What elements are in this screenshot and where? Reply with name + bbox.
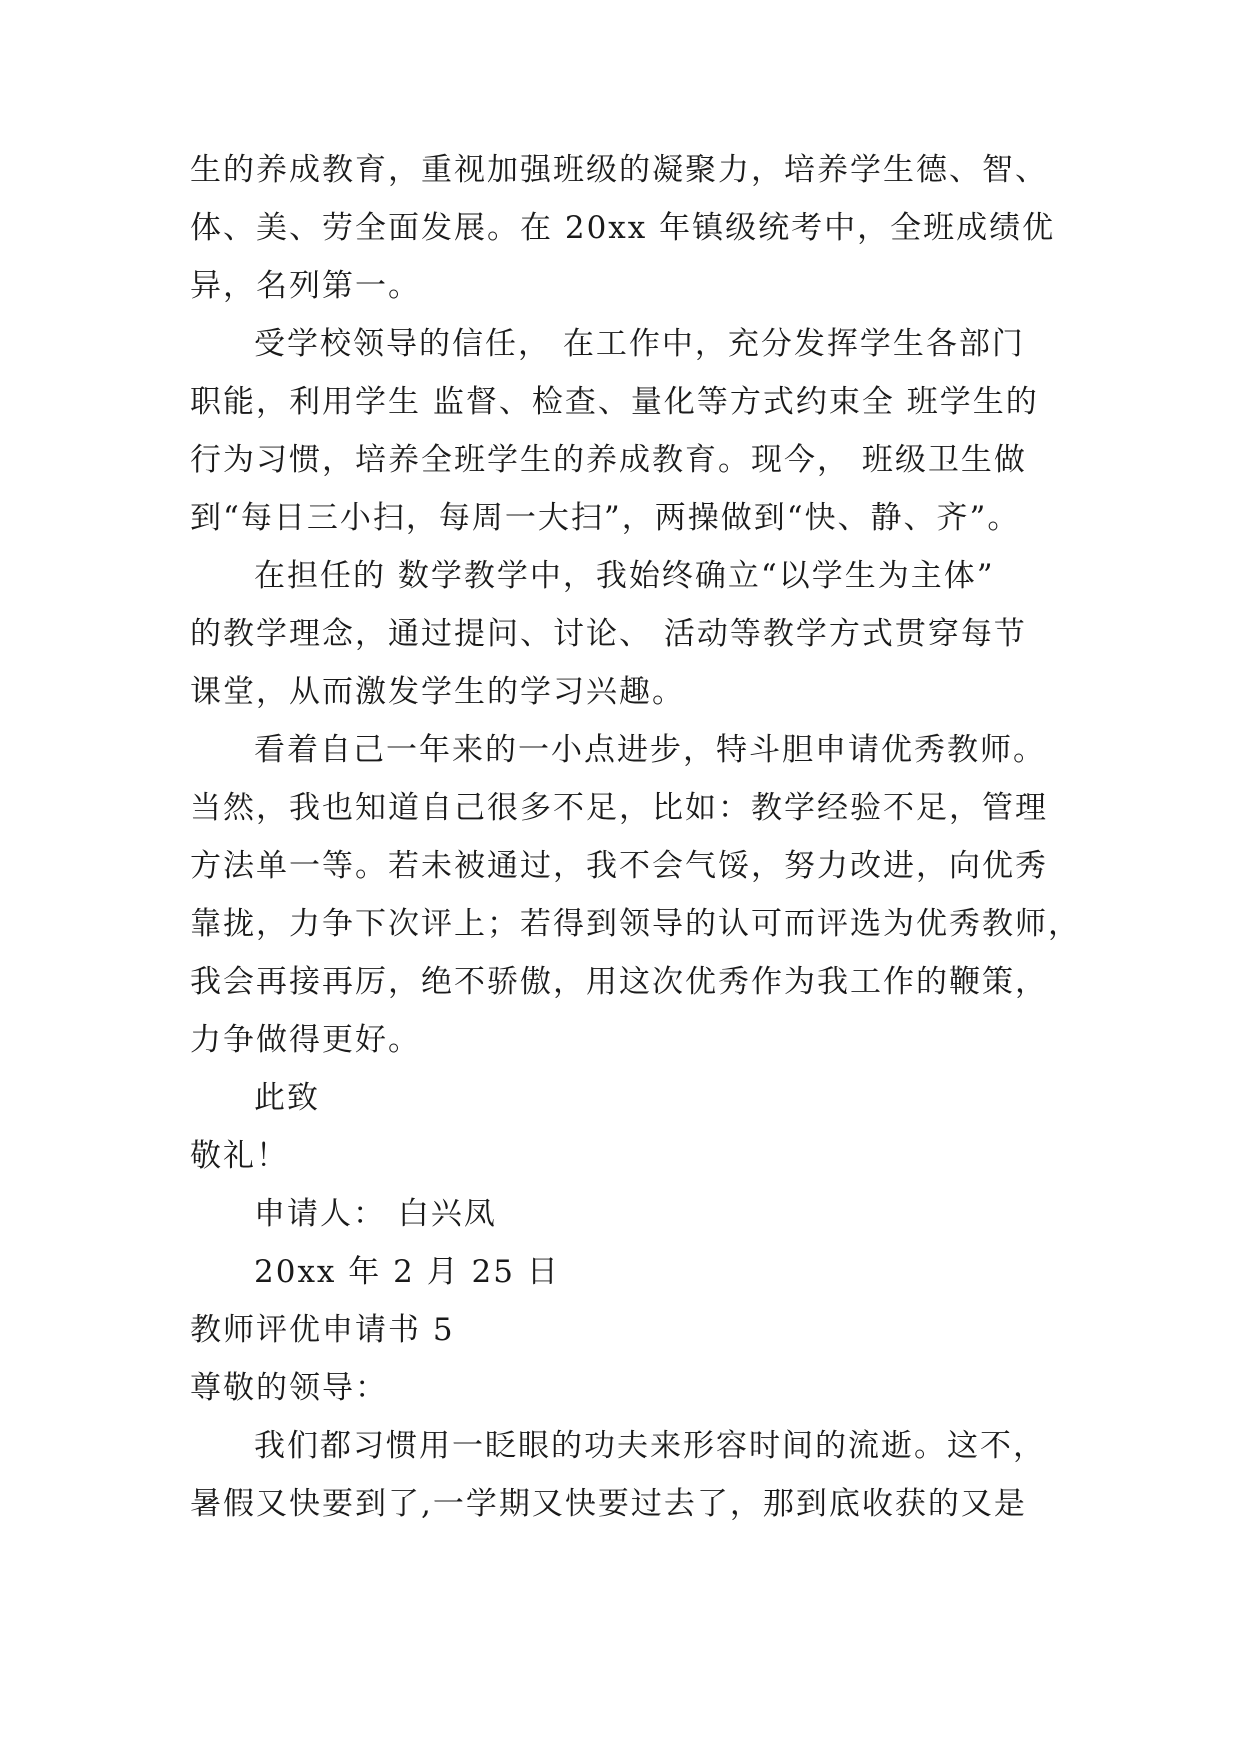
- text-line: 的教学理念，通过提问、讨论、 活动等教学方式贯穿每节: [190, 616, 1027, 652]
- text-line: 看着自己一年来的一小点进步，特斗胆申请优秀教师。: [254, 732, 1046, 768]
- text-line: 体、美、劳全面发展。在 20xx 年镇级统考中，全班成绩优: [190, 210, 1056, 246]
- section-title: 教师评优申请书 5: [190, 1312, 455, 1348]
- text-line: 行为习惯，培养全班学生的养成教育。现今， 班级卫生做: [190, 442, 1027, 478]
- text-line: 我会再接再厉，绝不骄傲，用这次优秀作为我工作的鞭策，: [190, 964, 1048, 1000]
- text-line: 我们都习惯用一眨眼的功夫来形容时间的流逝。这不，: [254, 1428, 1046, 1464]
- text-line: 在担任的 数学教学中，我始终确立“以学生为主体”: [254, 558, 995, 594]
- text-line: 生的养成教育，重视加强班级的凝聚力，培养学生德、智、: [190, 152, 1048, 188]
- text-line: 力争做得更好。: [190, 1022, 421, 1058]
- text-line: 受学校领导的信任， 在工作中，充分发挥学生各部门: [254, 326, 1025, 362]
- text-line: 当然，我也知道自己很多不足，比如：教学经验不足，管理: [190, 790, 1048, 826]
- closing-line: 敬礼！: [190, 1138, 289, 1174]
- text-line: 靠拢，力争下次评上；若得到领导的认可而评选为优秀教师，: [190, 906, 1081, 942]
- signature-applicant: 申请人： 白兴凤: [254, 1196, 497, 1232]
- salutation: 尊敬的领导：: [190, 1370, 388, 1406]
- text-line: 课堂，从而激发学生的学习兴趣。: [190, 674, 685, 710]
- text-line: 方法单一等。若未被通过，我不会气馁，努力改进，向优秀: [190, 848, 1048, 884]
- text-line: 异，名列第一。: [190, 268, 421, 304]
- text-line: 到“每日三小扫，每周一大扫”，两操做到“快、静、齐”。: [190, 500, 1021, 536]
- text-line: 职能，利用学生 监督、检查、量化等方式约束全 班学生的: [190, 384, 1039, 420]
- signature-date: 20xx 年 2 月 25 日: [254, 1254, 560, 1290]
- text-line: 暑假又快要到了,一学期又快要过去了，那到底收获的又是: [190, 1486, 1027, 1522]
- closing-line: 此致: [254, 1080, 320, 1116]
